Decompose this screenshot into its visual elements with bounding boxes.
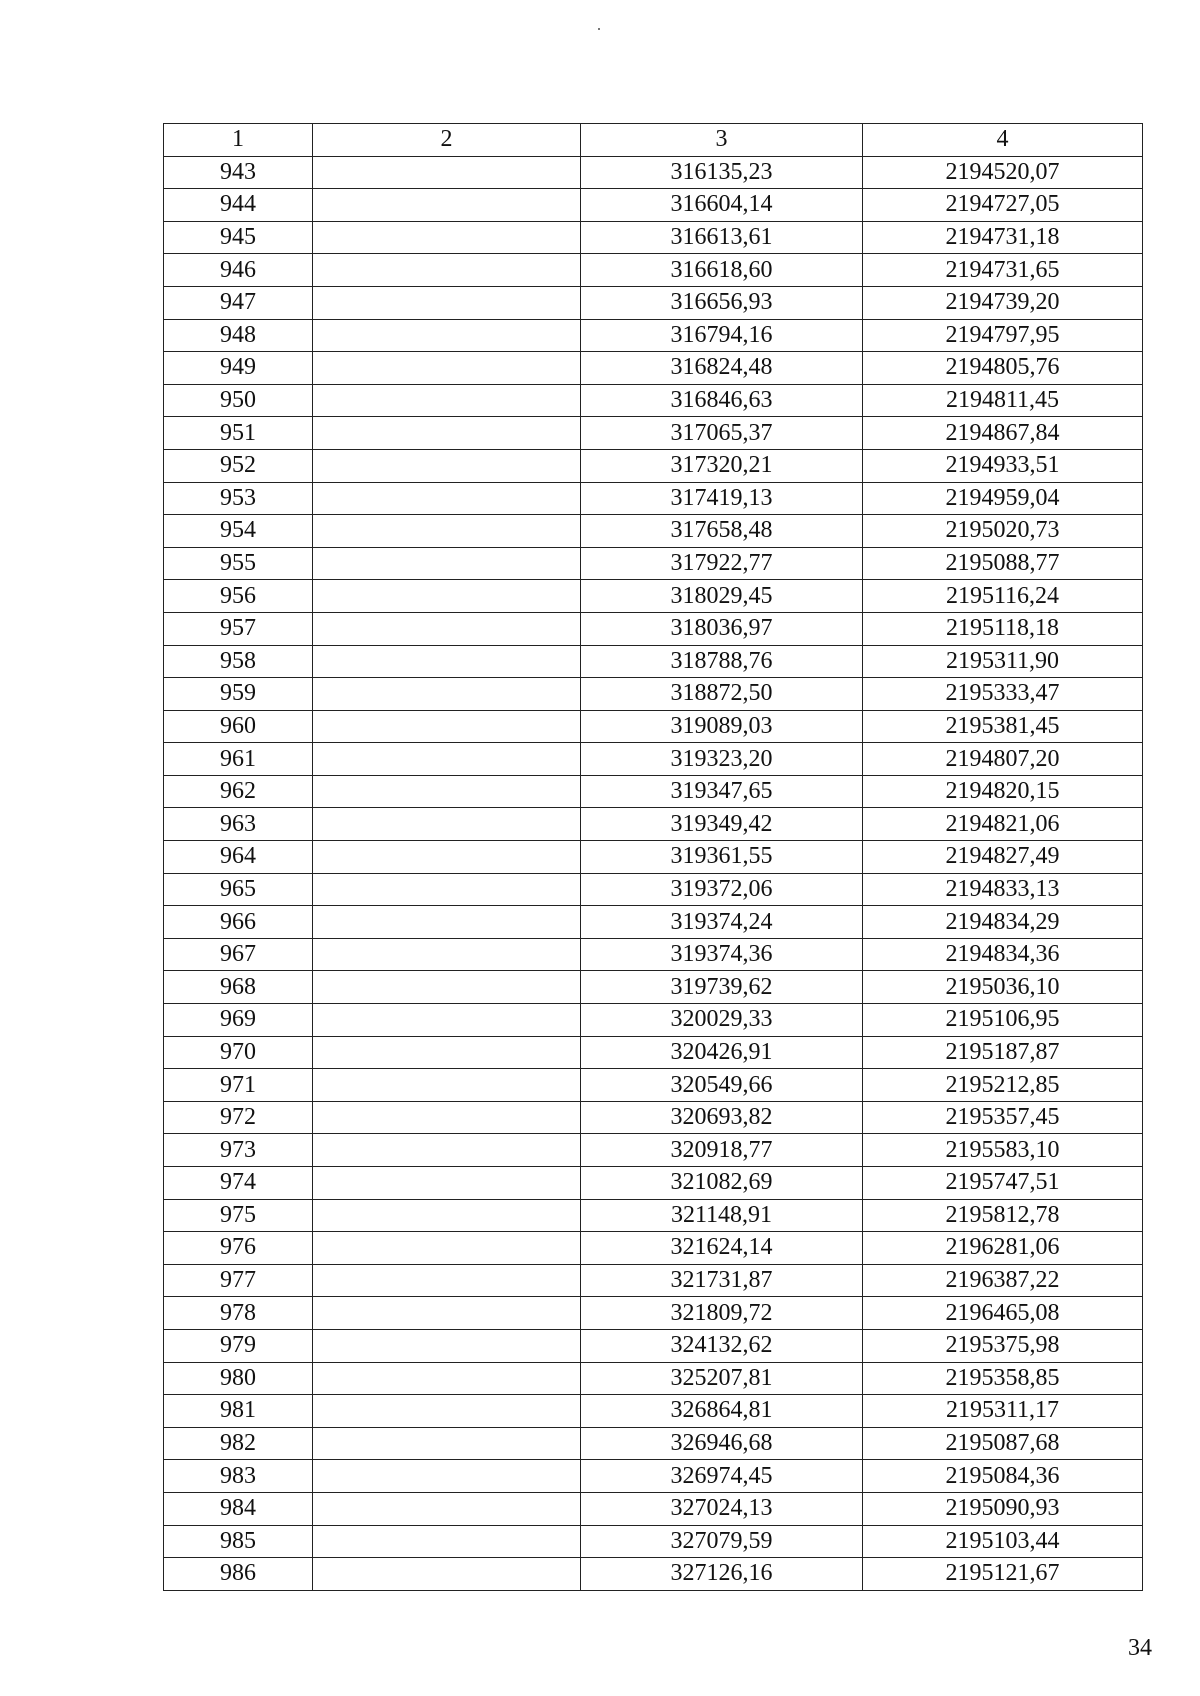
table-row [164,1101,1143,1134]
x-coordinate-cell: 319347,65 [581,775,863,808]
x-coordinate-cell: 319374,24 [581,906,863,939]
description-cell [313,1427,581,1460]
point-number-cell: 964 [164,841,313,874]
y-coordinate-cell: 2195187,87 [863,1036,1143,1069]
description-cell [313,1558,581,1591]
table-row [164,1427,1143,1460]
x-coordinate-cell: 325207,81 [581,1362,863,1395]
x-coordinate-cell: 316604,14 [581,189,863,222]
table-row [164,971,1143,1004]
description-cell [313,873,581,906]
point-number-cell: 986 [164,1558,313,1591]
description-cell [313,286,581,319]
point-number-cell: 984 [164,1492,313,1525]
table-row [164,938,1143,971]
x-coordinate-cell: 316846,63 [581,384,863,417]
column-header: 1 [164,124,313,157]
point-number-cell: 959 [164,678,313,711]
x-coordinate-cell: 316135,23 [581,156,863,189]
y-coordinate-cell: 2195583,10 [863,1134,1143,1167]
y-coordinate-cell: 2195090,93 [863,1492,1143,1525]
point-number-cell: 962 [164,775,313,808]
table-row [164,1167,1143,1200]
point-number-cell: 973 [164,1134,313,1167]
point-number-cell: 944 [164,189,313,222]
table-row [164,1558,1143,1591]
point-number-cell: 979 [164,1329,313,1362]
point-number-cell: 953 [164,482,313,515]
description-cell [313,808,581,841]
description-cell [313,189,581,222]
y-coordinate-cell: 2194933,51 [863,449,1143,482]
description-cell [313,580,581,613]
table-row [164,775,1143,808]
point-number-cell: 969 [164,1004,313,1037]
table-row [164,1134,1143,1167]
x-coordinate-cell: 321082,69 [581,1167,863,1200]
table-row [164,1362,1143,1395]
y-coordinate-cell: 2195118,18 [863,612,1143,645]
y-coordinate-cell: 2194811,45 [863,384,1143,417]
point-number-cell: 965 [164,873,313,906]
table-row [164,352,1143,385]
y-coordinate-cell: 2194834,36 [863,938,1143,971]
point-number-cell: 952 [164,449,313,482]
point-number-cell: 971 [164,1069,313,1102]
x-coordinate-cell: 324132,62 [581,1329,863,1362]
y-coordinate-cell: 2195116,24 [863,580,1143,613]
x-coordinate-cell: 319089,03 [581,710,863,743]
description-cell [313,678,581,711]
point-number-cell: 985 [164,1525,313,1558]
coordinates-table [163,123,1143,1591]
point-number-cell: 946 [164,254,313,287]
description-cell [313,1004,581,1037]
table-row [164,906,1143,939]
x-coordinate-cell: 326864,81 [581,1395,863,1428]
description-cell [313,1167,581,1200]
x-coordinate-cell: 317419,13 [581,482,863,515]
x-coordinate-cell: 319374,36 [581,938,863,971]
description-cell [313,1362,581,1395]
description-cell [313,254,581,287]
x-coordinate-cell: 319372,06 [581,873,863,906]
y-coordinate-cell: 2196281,06 [863,1232,1143,1265]
column-header: 3 [581,124,863,157]
point-number-cell: 948 [164,319,313,352]
table-row [164,1492,1143,1525]
y-coordinate-cell: 2194959,04 [863,482,1143,515]
point-number-cell: 975 [164,1199,313,1232]
x-coordinate-cell: 316656,93 [581,286,863,319]
x-coordinate-cell: 326974,45 [581,1460,863,1493]
y-coordinate-cell: 2194731,65 [863,254,1143,287]
point-number-cell: 947 [164,286,313,319]
description-cell [313,612,581,645]
point-number-cell: 972 [164,1101,313,1134]
table-row [164,678,1143,711]
point-number-cell: 963 [164,808,313,841]
description-cell [313,221,581,254]
x-coordinate-cell: 320693,82 [581,1101,863,1134]
y-coordinate-cell: 2194731,18 [863,221,1143,254]
x-coordinate-cell: 320549,66 [581,1069,863,1102]
table-row [164,710,1143,743]
table-row [164,1297,1143,1330]
table-row [164,1036,1143,1069]
point-number-cell: 968 [164,971,313,1004]
x-coordinate-cell: 319739,62 [581,971,863,1004]
x-coordinate-cell: 327079,59 [581,1525,863,1558]
x-coordinate-cell: 318036,97 [581,612,863,645]
description-cell [313,482,581,515]
point-number-cell: 961 [164,743,313,776]
description-cell [313,645,581,678]
point-number-cell: 977 [164,1264,313,1297]
point-number-cell: 980 [164,1362,313,1395]
x-coordinate-cell: 321148,91 [581,1199,863,1232]
description-cell [313,156,581,189]
table-row [164,1525,1143,1558]
table-row [164,1264,1143,1297]
table-body [164,156,1143,1590]
table-row [164,319,1143,352]
description-cell [313,449,581,482]
description-cell [313,1101,581,1134]
point-number-cell: 982 [164,1427,313,1460]
description-cell [313,1395,581,1428]
x-coordinate-cell: 320029,33 [581,1004,863,1037]
y-coordinate-cell: 2194834,29 [863,906,1143,939]
point-number-cell: 960 [164,710,313,743]
description-cell [313,1232,581,1265]
point-number-cell: 956 [164,580,313,613]
description-cell [313,1297,581,1330]
y-coordinate-cell: 2194867,84 [863,417,1143,450]
y-coordinate-cell: 2195212,85 [863,1069,1143,1102]
y-coordinate-cell: 2194520,07 [863,156,1143,189]
table-row [164,1395,1143,1428]
description-cell [313,352,581,385]
y-coordinate-cell: 2195036,10 [863,971,1143,1004]
y-coordinate-cell: 2195358,85 [863,1362,1143,1395]
table-row [164,580,1143,613]
x-coordinate-cell: 319349,42 [581,808,863,841]
x-coordinate-cell: 320918,77 [581,1134,863,1167]
point-number-cell: 970 [164,1036,313,1069]
point-number-cell: 976 [164,1232,313,1265]
description-cell [313,1134,581,1167]
table-row [164,254,1143,287]
column-header: 4 [863,124,1143,157]
x-coordinate-cell: 321624,14 [581,1232,863,1265]
point-number-cell: 949 [164,352,313,385]
table-row [164,1069,1143,1102]
x-coordinate-cell: 317658,48 [581,515,863,548]
y-coordinate-cell: 2195381,45 [863,710,1143,743]
table-row [164,1232,1143,1265]
y-coordinate-cell: 2195333,47 [863,678,1143,711]
table-row [164,417,1143,450]
y-coordinate-cell: 2194727,05 [863,189,1143,222]
x-coordinate-cell: 316613,61 [581,221,863,254]
table-row [164,743,1143,776]
y-coordinate-cell: 2194827,49 [863,841,1143,874]
table-row [164,189,1143,222]
point-number-cell: 945 [164,221,313,254]
x-coordinate-cell: 318788,76 [581,645,863,678]
scan-artifact [598,28,600,30]
x-coordinate-cell: 319361,55 [581,841,863,874]
description-cell [313,1492,581,1525]
y-coordinate-cell: 2195812,78 [863,1199,1143,1232]
table-row [164,808,1143,841]
description-cell [313,1264,581,1297]
x-coordinate-cell: 317065,37 [581,417,863,450]
point-number-cell: 983 [164,1460,313,1493]
point-number-cell: 981 [164,1395,313,1428]
description-cell [313,319,581,352]
description-cell [313,1069,581,1102]
y-coordinate-cell: 2195121,67 [863,1558,1143,1591]
description-cell [313,743,581,776]
y-coordinate-cell: 2195084,36 [863,1460,1143,1493]
table-row [164,873,1143,906]
description-cell [313,938,581,971]
x-coordinate-cell: 319323,20 [581,743,863,776]
x-coordinate-cell: 327126,16 [581,1558,863,1591]
y-coordinate-cell: 2194797,95 [863,319,1143,352]
table-row [164,1329,1143,1362]
description-cell [313,971,581,1004]
y-coordinate-cell: 2195747,51 [863,1167,1143,1200]
table-row [164,1004,1143,1037]
point-number-cell: 943 [164,156,313,189]
table-row [164,482,1143,515]
description-cell [313,515,581,548]
y-coordinate-cell: 2194821,06 [863,808,1143,841]
table-row [164,156,1143,189]
y-coordinate-cell: 2196465,08 [863,1297,1143,1330]
y-coordinate-cell: 2195311,90 [863,645,1143,678]
table-row [164,841,1143,874]
point-number-cell: 957 [164,612,313,645]
x-coordinate-cell: 321809,72 [581,1297,863,1330]
y-coordinate-cell: 2195357,45 [863,1101,1143,1134]
y-coordinate-cell: 2196387,22 [863,1264,1143,1297]
point-number-cell: 978 [164,1297,313,1330]
description-cell [313,547,581,580]
x-coordinate-cell: 318872,50 [581,678,863,711]
point-number-cell: 954 [164,515,313,548]
table-row [164,515,1143,548]
description-cell [313,906,581,939]
x-coordinate-cell: 316618,60 [581,254,863,287]
x-coordinate-cell: 326946,68 [581,1427,863,1460]
table-row [164,1199,1143,1232]
page-number: 34 [1128,1635,1152,1661]
y-coordinate-cell: 2195106,95 [863,1004,1143,1037]
description-cell [313,384,581,417]
x-coordinate-cell: 327024,13 [581,1492,863,1525]
y-coordinate-cell: 2194739,20 [863,286,1143,319]
table-row [164,645,1143,678]
table-row [164,612,1143,645]
y-coordinate-cell: 2194807,20 [863,743,1143,776]
description-cell [313,1525,581,1558]
point-number-cell: 967 [164,938,313,971]
description-cell [313,1329,581,1362]
table-row [164,1460,1143,1493]
y-coordinate-cell: 2195088,77 [863,547,1143,580]
table-header-row [164,124,1143,157]
description-cell [313,710,581,743]
point-number-cell: 951 [164,417,313,450]
y-coordinate-cell: 2194833,13 [863,873,1143,906]
point-number-cell: 950 [164,384,313,417]
x-coordinate-cell: 321731,87 [581,1264,863,1297]
x-coordinate-cell: 318029,45 [581,580,863,613]
table-row [164,547,1143,580]
y-coordinate-cell: 2194805,76 [863,352,1143,385]
description-cell [313,841,581,874]
column-header: 2 [313,124,581,157]
point-number-cell: 974 [164,1167,313,1200]
x-coordinate-cell: 316824,48 [581,352,863,385]
y-coordinate-cell: 2194820,15 [863,775,1143,808]
table-row [164,449,1143,482]
description-cell [313,775,581,808]
table-row [164,286,1143,319]
table-row [164,384,1143,417]
x-coordinate-cell: 316794,16 [581,319,863,352]
description-cell [313,417,581,450]
y-coordinate-cell: 2195020,73 [863,515,1143,548]
description-cell [313,1036,581,1069]
point-number-cell: 966 [164,906,313,939]
y-coordinate-cell: 2195087,68 [863,1427,1143,1460]
point-number-cell: 958 [164,645,313,678]
x-coordinate-cell: 320426,91 [581,1036,863,1069]
y-coordinate-cell: 2195375,98 [863,1329,1143,1362]
x-coordinate-cell: 317320,21 [581,449,863,482]
description-cell [313,1199,581,1232]
x-coordinate-cell: 317922,77 [581,547,863,580]
y-coordinate-cell: 2195103,44 [863,1525,1143,1558]
y-coordinate-cell: 2195311,17 [863,1395,1143,1428]
point-number-cell: 955 [164,547,313,580]
table-row [164,221,1143,254]
description-cell [313,1460,581,1493]
